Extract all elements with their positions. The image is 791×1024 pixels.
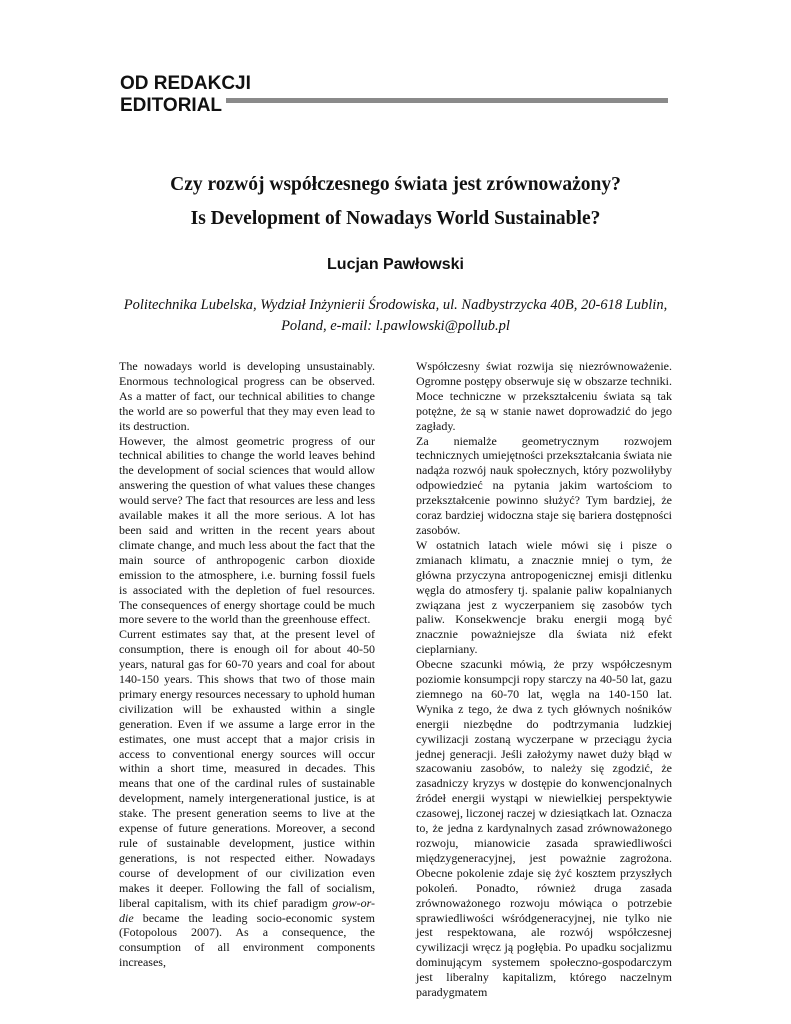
english-text-column [119, 359, 375, 970]
english-paragraph: The nowadays world is developing unsustainably. Enormous technological progress can be observed. As a matter of fact, our technical abilities to change the world are so powerful that they may even lead to its destruction. [119, 359, 375, 433]
english-paragraph: However, the almost geometric progress of our technical abilities to change the world leaves behind the development of social sciences that would allow answering the question of what values these changes would serve? The fact that resources are less and less available makes it all the more serious. A lot has been said and written in the recent years about climate change, and much less about the fact that the main source of anthropogenic carbon dioxide emission to the atmosphere, i.e. burning fossil fuels is associated with the depletion of fuel resources. The consequences of energy shortage could be much more severe to the world than the greenhouse effect. [119, 433, 375, 627]
polish-text-column [416, 359, 672, 1000]
article-titles [0, 168, 791, 236]
section-label [120, 73, 251, 117]
english-paragraph-tail: became the leading socio-economic system (Fotopolous 2007). As a consequence, the consumption of all environment components increases, [119, 910, 375, 970]
affiliation-line-1: Politechnika Lubelska, Wydział Inżynierii Środowiska, ul. Nadbystrzycka 40B, 20-618 Lublin, [123, 297, 668, 313]
section-label-polish: OD REDAKCJI [120, 73, 251, 94]
polish-paragraph: W ostatnich latach wiele mówi się i pisze o zmianach klimatu, a znacznie mniej o tym, że główna przyczyna antropogenicznej emisji ditlenku węgla do atmosfery tj. spalanie paliw kopalnianych związana jest z wyczerpaniem się zasobów tych paliw. Konsekwencje braku energii mogą być znacznie poważniejsze dla świata niż efekt cieplarniany. [416, 537, 672, 657]
english-paragraph-text: Current estimates say that, at the present level of consumption, there is enough oil for about 40-50 years, natural gas for 60-70 years and coal for about 140-150 years. This shows that two of those main primary energy resources necessary to uphold human civilization will be exhausted within a single generation. Even if we assume a large error in the estimates, one must accept that a major crisis in access to conventional energy sources will occur within a short time, measured in decades. This means that one of the cardinal rules of sustainable development, namely intergenerational justice, is at stake. The present generation seems to live at the expense of future generations. Moreover, a second rule of sustainable development, justice within generations, is not respected either. Nowadays course of development of our civilization even makes it deeper. Following the fall of socialism, liberal capitalism, with its chief paradigm [119, 627, 375, 910]
header-rule [226, 98, 668, 103]
section-label-english: EDITORIAL [120, 95, 223, 116]
article-title-english: Is Development of Nowadays World Sustainable? [190, 208, 601, 229]
english-paragraph-last [119, 627, 375, 970]
author-affiliation [0, 295, 791, 337]
polish-paragraph: Za niemalże geometrycznym rozwojem technicznych umiejętności przekształcania świata nie nadąża rozwój nauk społecznych, który pozwoliłyby odpowiedzieć na pytania jakim wartościom to przekształcenie powinno służyć? Tym bardziej, że coraz bardziej widoczna staje się bariera dostępności zasobów. [416, 433, 672, 537]
article-title-polish: Czy rozwój współczesnego świata jest zrównoważony? [170, 174, 621, 195]
affiliation-line-2: Poland, e-mail: l.pawlowski@pollub.pl [281, 318, 510, 334]
english-italic-term: grow-or-die [119, 895, 375, 925]
author-name: Lucjan Pawłowski [327, 256, 464, 273]
polish-paragraph: Współczesny świat rozwija się niezrównoważenie. Ogromne postępy obserwuje się w obszarze techniki. Moce techniczne w przekształceniu świata są tak potężne, że są w stanie nawet doprowadzić do jego zagłady. [416, 359, 672, 433]
polish-paragraph: Obecne szacunki mówią, że przy współczesnym poziomie konsumpcji ropy starczy na 40-50 lat, gazu ziemnego na 60-70 lat, węgla na 140-150 lat. Wynika z tego, że dwa z tych głównych nośników energii niezbędne do podtrzymania ludzkiej cywilizacji zostaną wyczerpane w przeciągu życia jednej generacji. Jeśli założymy nawet duży błąd w szacowaniu zasobów, to należy się zgodzić, że zasadniczy kryzys w dostępie do konwencjonalnych źródeł energii wystąpi w niewielkiej perspektywie czasowej, liczonej raczej w dziesiątkach lat. Oznacza to, że jedna z kardynalnych zasad zrównoważonego rozwoju, mianowicie zasada sprawiedliwości międzygeneracyjnej, jest poważnie zagrożona. Obecne pokolenie zdaje się żyć kosztem przyszłych pokoleń. Ponadto, również druga zasada zrównoważonego rozwoju mówiąca o potrzebie sprawiedliwości wśródgeneracyjnej, nie tylko nie jest respektowana, ale rozwój współczesnej cywilizacji wręcz ją pogłębia. Po upadku socjalizmu dominującym systemem społeczno-gospodarczym jest liberalny kapitalizm, którego naczelnym paradygmatem [416, 657, 672, 1000]
